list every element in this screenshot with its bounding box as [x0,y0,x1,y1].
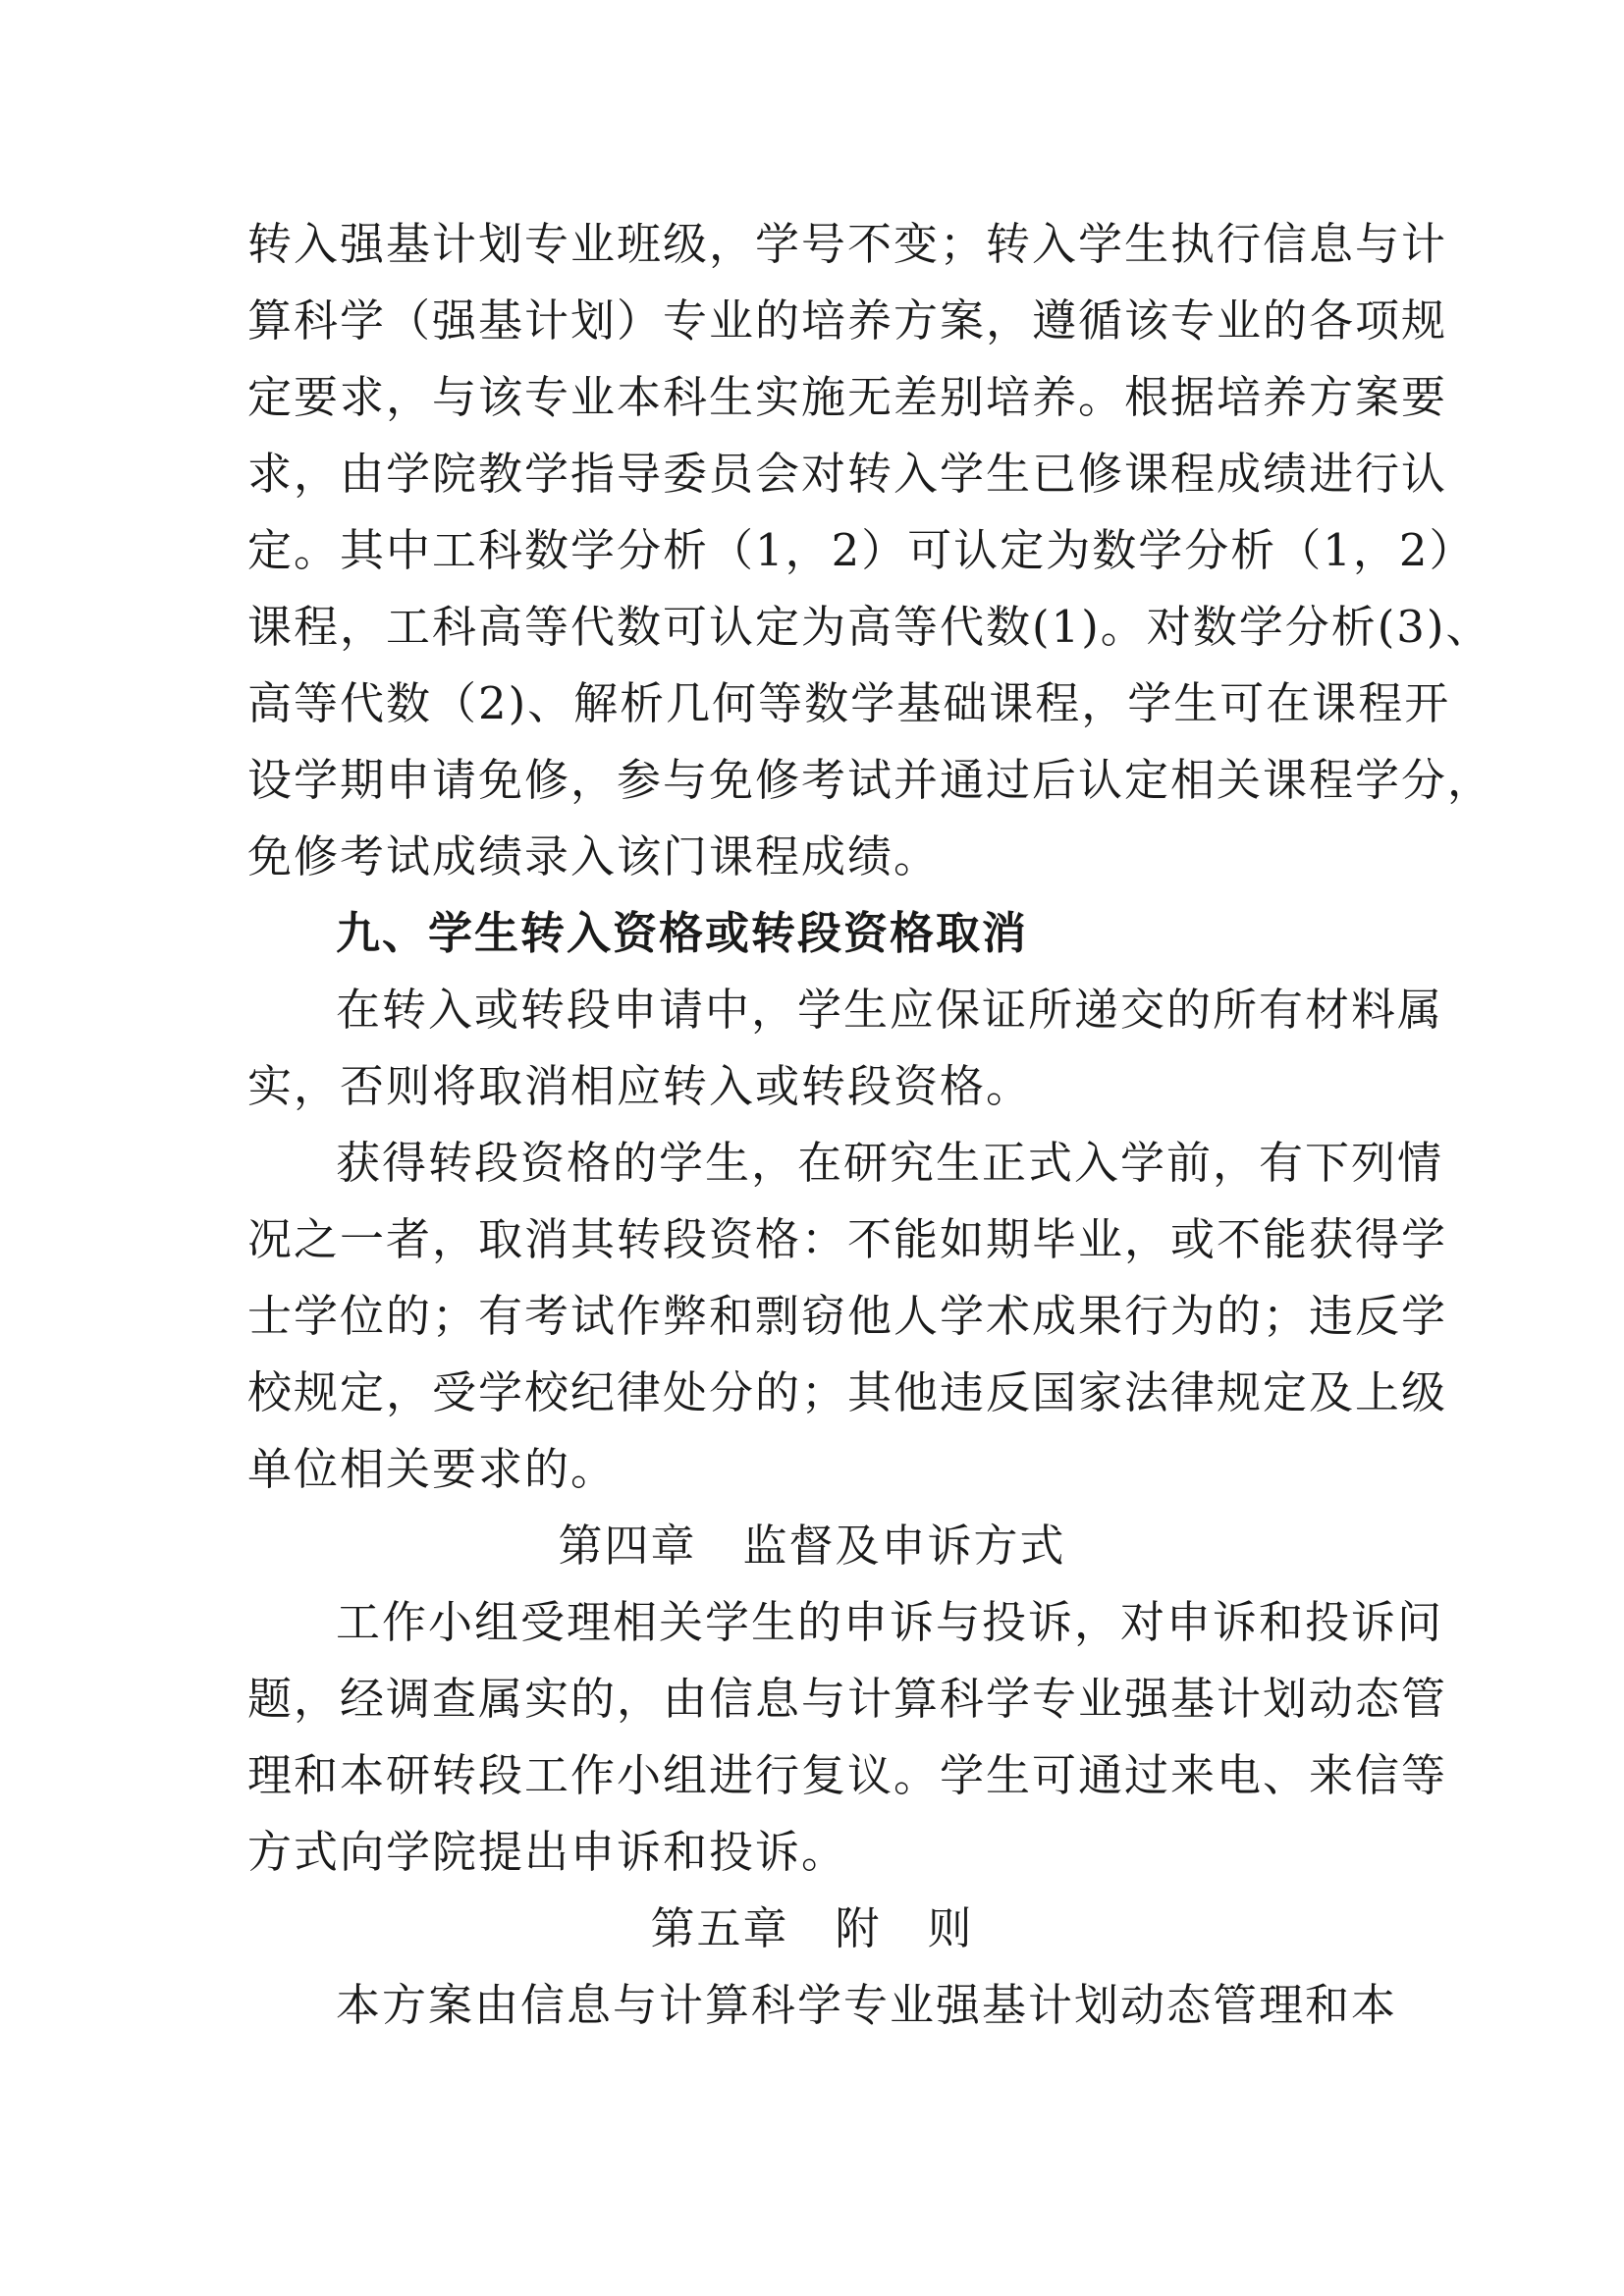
paragraph-line: 工作小组受理相关学生的申诉与投诉，对申诉和投诉问 [336,1596,1444,1648]
paragraph-line: 本方案由信息与计算科学专业强基计划动态管理和本 [336,1979,1398,2031]
paragraph-line: 方式向学院提出申诉和投诉。 [247,1826,848,1878]
chapter-title: 第五章 附 则 [650,1902,974,1954]
paragraph-line: 定。其中工科数学分析（1，2）可认定为数学分析（1，2） [247,524,1476,576]
paragraph-line: 单位相关要求的。 [247,1443,618,1495]
paragraph-line: 士学位的；有考试作弊和剽窃他人学术成果行为的；违反学 [247,1290,1448,1342]
section-heading: 九、学生转入资格或转段资格取消 [336,907,1029,959]
paragraph-line: 况之一者，取消其转段资格：不能如期毕业，或不能获得学 [247,1213,1448,1265]
paragraph-line: 在转入或转段申请中，学生应保证所递交的所有材料属 [336,984,1444,1036]
paragraph-line: 实，否则将取消相应转入或转段资格。 [247,1060,1033,1112]
paragraph-line: 转入强基计划专业班级，学号不变；转入学生执行信息与计 [247,218,1448,270]
paragraph-line: 算科学（强基计划）专业的培养方案，遵循该专业的各项规 [247,294,1448,347]
paragraph-line: 定要求，与该专业本科生实施无差别培养。根据培养方案要 [247,371,1448,423]
chapter-title: 第四章 监督及申诉方式 [558,1520,1066,1572]
paragraph-line: 题，经调查属实的，由信息与计算科学专业强基计划动态管 [247,1673,1448,1725]
paragraph-line: 理和本研转段工作小组进行复议。学生可通过来电、来信等 [247,1749,1448,1801]
paragraph-line: 校规定，受学校纪律处分的；其他违反国家法律规定及上级 [247,1366,1448,1418]
paragraph-line: 课程，工科高等代数可认定为高等代数(1)。对数学分析(3)、 [247,601,1492,653]
paragraph-line: 获得转段资格的学生，在研究生正式入学前，有下列情 [336,1137,1444,1189]
paragraph-line: 求，由学院教学指导委员会对转入学生已修课程成绩进行认 [247,448,1448,500]
paragraph-line: 免修考试成绩录入该门课程成绩。 [247,830,941,882]
paragraph-line: 高等代数（2)、解析几何等数学基础课程，学生可在课程开 [247,677,1451,729]
paragraph-line: 设学期申请免修，参与免修考试并通过后认定相关课程学分， [247,754,1494,806]
